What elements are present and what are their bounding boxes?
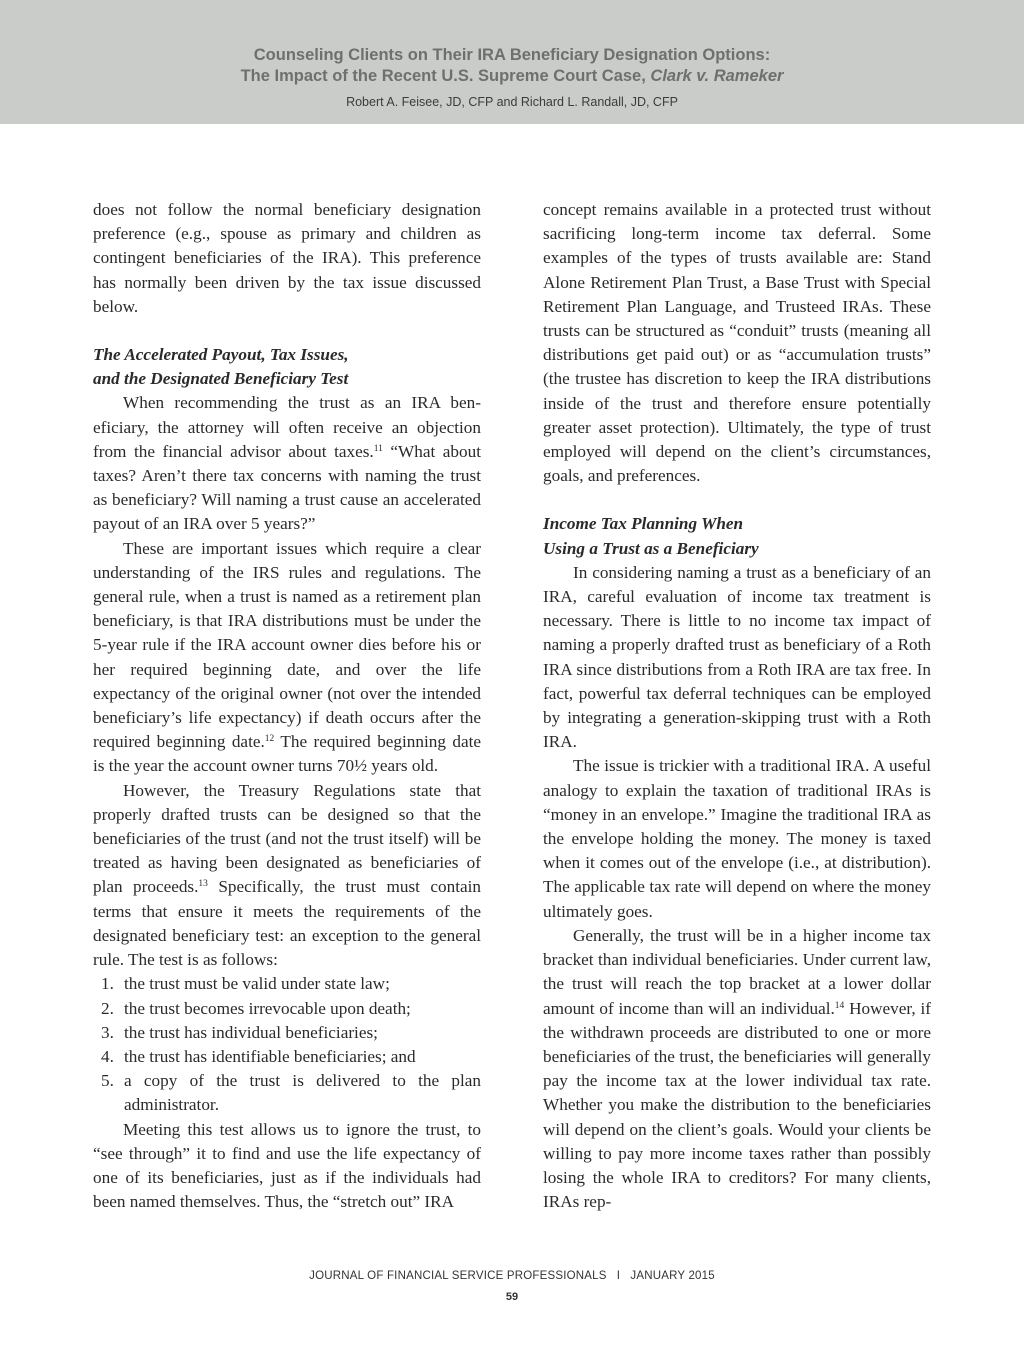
right-paragraph-1: concept remains available in a protected trust without sacrificing long-term income tax deferral. Some examples of the types of trusts available are: Stand Alone Retirement Plan Trust, a Base Trust with Special Retirement Plan Language, and Trusteed IRAs. These trusts can be structured as “conduit” trusts (meaning all distributions get paid out) or as “accumulation trusts” (the trustee has discretion to keep the IRA distributions inside of the trust and therefore ensure potentially greater asset protection). Ultimately, the type of trust employed will depend on the client’s circumstances, goals, and preferences. (543, 200, 931, 486)
list-text: a copy of the trust is delivered to the plan administrator. (124, 1071, 481, 1115)
list-text: the trust has identifiable beneficiaries; and (124, 1046, 416, 1066)
left-paragraph-5: Meeting this test allows us to ignore the trust, to “see through” it to find and use the life expectancy of one of its beneficiaries, just as if the individuals had been named themselves. Thus, the “stretch out” IRA (93, 1119, 481, 1212)
list-text: the trust becomes irrevocable upon death; (124, 998, 411, 1018)
paragraph-text: These are important issues which require a clear understanding of the IRS rules and regulations. The general rule, when a trust is named as a retirement plan beneficiary, is that IRA distributions must be under the 5-year rule if the IRA account owner dies before his or her required beginning date, and over the life expectancy of the original owner (not over the intended beneficiary’s life expectancy) if death occurs after the required beginning date. (93, 538, 481, 752)
running-footer (0, 1270, 1024, 1282)
right-paragraph-3: The issue is trickier with a traditional IRA. A useful analogy to explain the taxation of traditional IRAs is “money in an envelope.” Imagine the traditional IRA as the envelope holding the money. The money is taxed when it comes out of the envelope (i.e., at distribution). The applicable tax rate will depend on where the money ultimately goes. (543, 756, 931, 921)
list-item (93, 997, 481, 1021)
heading-line-2: Using a Trust as a Beneficiary (543, 538, 759, 558)
paragraph-text: However, if the withdrawn proceeds are distributed to one or more beneficiaries of the trust, the beneficiaries will generally pay the income tax at the lower individual tax rate. Whether you make the distribution to the beneficiaries will depend on the client’s goals. Would your clients be willing to pay more income taxes rather than possibly losing the whole IRA to creditors? For many clients, IRAs rep- (543, 998, 931, 1212)
paragraph-text: When recommending the trust as an IRA beneficiary, the attorney will often receive an objection from the financial advisor about taxes. (93, 393, 481, 461)
list-item (93, 972, 481, 996)
list-number: 2. (101, 998, 114, 1018)
paragraph-text: Specifically, the trust must contain terms that ensure it meets the requirements of the designated beneficiary test: an exception to the general rule. The test is as follows: (93, 877, 481, 970)
footnote-ref-14: 14 (834, 1000, 845, 1011)
right-paragraph-2: In considering naming a trust as a beneficiary of an IRA, careful evaluation of income tax treatment is necessary. There is little to no income tax impact of naming a properly drafted trust as beneficiary of a Roth IRA since distributions from a Roth IRA are tax free. In fact, powerful tax deferral techniques can be employed by integrating a generation-skipping trust with a Roth IRA. (543, 562, 931, 752)
list-number: 1. (101, 974, 114, 994)
left-paragraph-3 (93, 537, 481, 779)
right-column (543, 198, 931, 1214)
section-heading-accelerated-payout (93, 343, 481, 391)
list-item (93, 1045, 481, 1069)
left-paragraph-4 (93, 779, 481, 973)
article-title-line2 (0, 66, 1024, 87)
issue-date: JANUARY 2015 (630, 1270, 715, 1282)
paragraph-text: Generally, the trust will be in a higher income tax bracket than individual beneficiaries. Under current law, the trust will reach the top bracket at a lower dollar amount of income than will an individual. (543, 925, 931, 1018)
list-item (93, 1021, 481, 1045)
paragraph-text: The required beginning date is the year the account owner turns 70½ years old. (93, 732, 481, 776)
heading-line-2: and the Designated Beneficiary Test (93, 369, 349, 389)
designated-beneficiary-test-list (93, 972, 481, 1117)
footer-separator: I (616, 1270, 621, 1282)
article-title-line1: Counseling Clients on Their IRA Beneficiary Designation Options: (253, 46, 771, 64)
list-number: 3. (101, 1022, 114, 1042)
running-header (0, 0, 1024, 124)
footnote-ref-12: 12 (264, 734, 275, 745)
article-title-text: The Impact of the Recent U.S. Supreme Court Case, (240, 67, 646, 85)
list-text: the trust must be valid under state law; (124, 974, 390, 994)
page-number: 59 (505, 1291, 519, 1303)
footnote-ref-13: 13 (198, 879, 208, 890)
paragraph-text: “What about taxes? Aren’t there tax concerns with naming the trust as beneficiary? Will naming a trust cause an accelerated payout of an IRA over 5 years?” (93, 441, 481, 534)
left-paragraph-1: does not follow the normal beneficiary designation preference (e.g., spouse as primary and children as contingent beneficiaries of the IRA). This preference has normally been driven by the tax issue discussed below. (93, 200, 481, 316)
left-paragraph-2 (93, 391, 481, 536)
left-column (93, 198, 481, 1214)
article-authors: Robert A. Feisee, JD, CFP and Richard L. Randall, JD, CFP (346, 95, 678, 109)
case-name: Clark v. Rameker (650, 67, 784, 85)
right-paragraph-4 (543, 924, 931, 1214)
heading-line-1: The Accelerated Payout, Tax Issues, (93, 345, 349, 365)
list-number: 5. (101, 1071, 114, 1091)
paragraph-text: However, the Treasury Regulations state that properly drafted trusts can be designed so that the beneficiaries of the trust (and not the trust itself) will be treated as having been designated as beneficiaries of plan proceeds. (93, 780, 481, 897)
list-number: 4. (101, 1046, 114, 1066)
list-text: the trust has individual beneficiaries; (124, 1022, 378, 1042)
list-item (93, 1069, 481, 1117)
section-heading-income-tax-planning (543, 512, 931, 560)
journal-name: JOURNAL OF FINANCIAL SERVICE PROFESSIONALS (309, 1270, 607, 1282)
footnote-ref-11: 11 (373, 443, 383, 454)
heading-line-1: Income Tax Planning When (543, 514, 744, 534)
